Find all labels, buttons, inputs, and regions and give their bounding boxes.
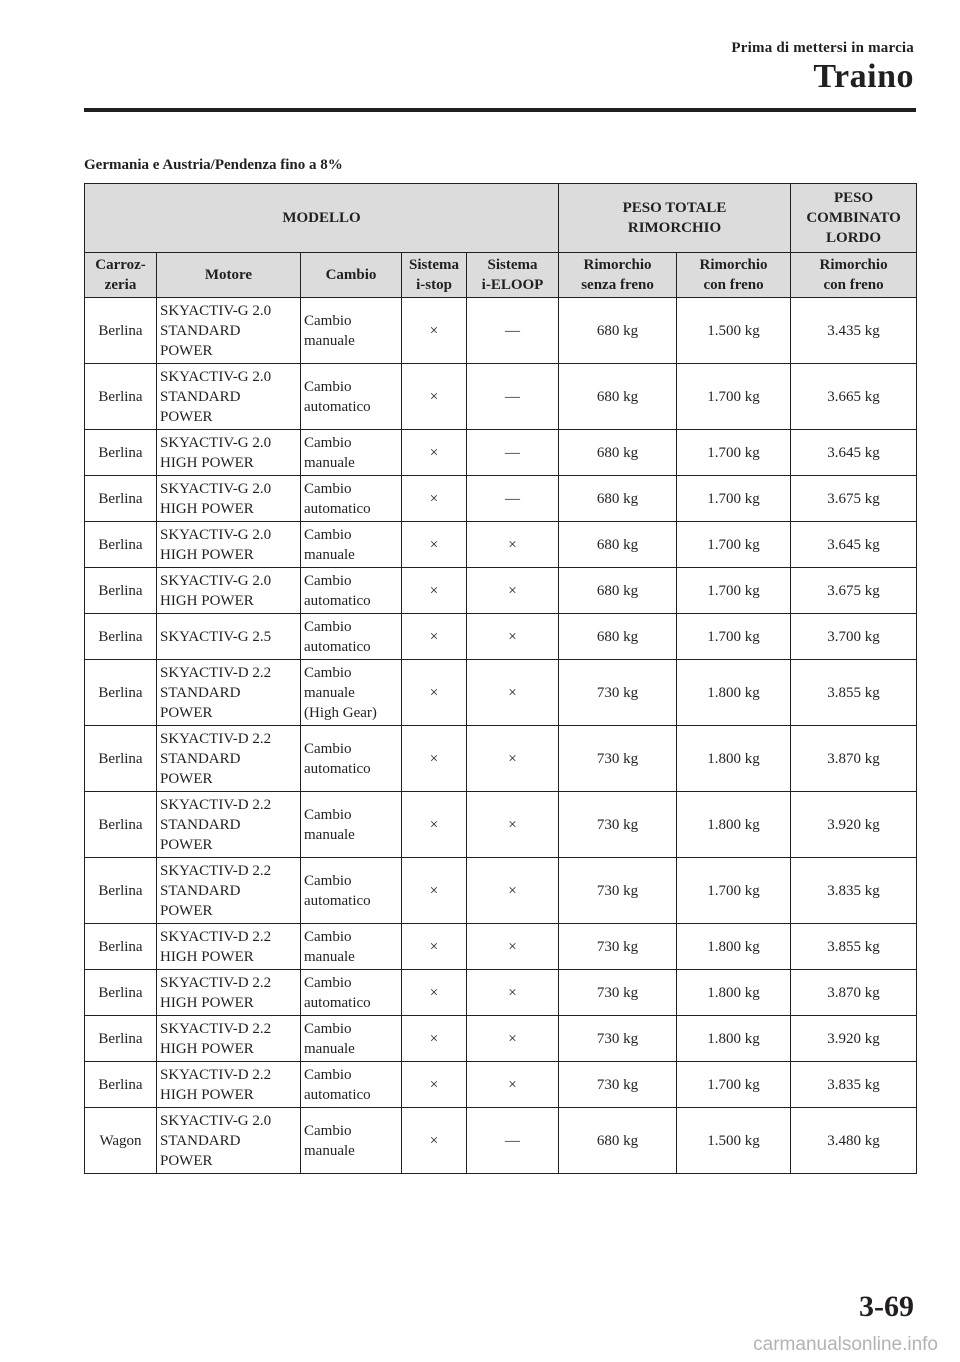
cell-peso-combinato-lordo: 3.480 kg: [791, 1108, 917, 1174]
cell-cambio: Cambio automatico: [301, 568, 402, 614]
cell-motore: SKYACTIV-G 2.5: [157, 614, 301, 660]
cell-peso-combinato-lordo: 3.700 kg: [791, 614, 917, 660]
cell-rimorchio-senza-freno: 730 kg: [559, 858, 677, 924]
cell-rimorchio-con-freno: 1.700 kg: [677, 522, 791, 568]
table-row: [85, 792, 917, 858]
cell-rimorchio-con-freno: 1.700 kg: [677, 476, 791, 522]
cell-carrozzeria: Berlina: [85, 1016, 157, 1062]
column-header-col-sistema-ieloop: Sistema i-ELOOP: [467, 253, 559, 298]
table-row: [85, 924, 917, 970]
cell-motore: SKYACTIV-G 2.0 STANDARD POWER: [157, 298, 301, 364]
cell-rimorchio-senza-freno: 730 kg: [559, 970, 677, 1016]
cell-cambio: Cambio automatico: [301, 614, 402, 660]
cell-motore: SKYACTIV-D 2.2 STANDARD POWER: [157, 726, 301, 792]
cell-sistema-ieloop: ×: [467, 568, 559, 614]
cell-rimorchio-senza-freno: 680 kg: [559, 476, 677, 522]
cell-sistema-istop: ×: [402, 726, 467, 792]
cell-carrozzeria: Wagon: [85, 1108, 157, 1174]
cell-rimorchio-senza-freno: 680 kg: [559, 364, 677, 430]
cell-cambio: Cambio manuale: [301, 792, 402, 858]
table-row: [85, 970, 917, 1016]
cell-sistema-istop: ×: [402, 792, 467, 858]
cell-motore: SKYACTIV-G 2.0 HIGH POWER: [157, 476, 301, 522]
cell-rimorchio-senza-freno: 730 kg: [559, 1016, 677, 1062]
table-caption: Germania e Austria/Pendenza fino a 8%: [84, 157, 343, 173]
header-peso-totale-rimorchio: PESO TOTALE RIMORCHIO: [559, 184, 791, 253]
cell-rimorchio-senza-freno: 680 kg: [559, 568, 677, 614]
cell-sistema-istop: ×: [402, 476, 467, 522]
section-title: Prima di mettersi in marcia: [731, 40, 914, 56]
cell-peso-combinato-lordo: 3.675 kg: [791, 568, 917, 614]
cell-motore: SKYACTIV-G 2.0 HIGH POWER: [157, 568, 301, 614]
cell-carrozzeria: Berlina: [85, 1062, 157, 1108]
table-row: [85, 858, 917, 924]
cell-cambio: Cambio manuale (High Gear): [301, 660, 402, 726]
cell-peso-combinato-lordo: 3.870 kg: [791, 726, 917, 792]
cell-rimorchio-con-freno: 1.700 kg: [677, 430, 791, 476]
cell-rimorchio-con-freno: 1.800 kg: [677, 660, 791, 726]
cell-carrozzeria: Berlina: [85, 614, 157, 660]
table-row: [85, 364, 917, 430]
cell-carrozzeria: Berlina: [85, 430, 157, 476]
cell-motore: SKYACTIV-D 2.2 HIGH POWER: [157, 1062, 301, 1108]
cell-peso-combinato-lordo: 3.835 kg: [791, 1062, 917, 1108]
towing-capacity-table: [84, 183, 917, 1174]
cell-carrozzeria: Berlina: [85, 726, 157, 792]
cell-peso-combinato-lordo: 3.435 kg: [791, 298, 917, 364]
cell-sistema-istop: ×: [402, 298, 467, 364]
cell-rimorchio-con-freno: 1.800 kg: [677, 792, 791, 858]
cell-sistema-ieloop: ×: [467, 1016, 559, 1062]
cell-sistema-ieloop: ×: [467, 522, 559, 568]
cell-rimorchio-con-freno: 1.700 kg: [677, 614, 791, 660]
cell-sistema-ieloop: ×: [467, 660, 559, 726]
column-header-col-peso-lordo-rimorchio-con-freno: Rimorchio con freno: [791, 253, 917, 298]
cell-rimorchio-senza-freno: 680 kg: [559, 430, 677, 476]
table-body: [85, 298, 917, 1174]
cell-sistema-ieloop: —: [467, 476, 559, 522]
cell-motore: SKYACTIV-D 2.2 STANDARD POWER: [157, 858, 301, 924]
cell-carrozzeria: Berlina: [85, 298, 157, 364]
cell-motore: SKYACTIV-D 2.2 STANDARD POWER: [157, 660, 301, 726]
cell-sistema-istop: ×: [402, 522, 467, 568]
table-row: [85, 1016, 917, 1062]
cell-sistema-ieloop: ×: [467, 1062, 559, 1108]
cell-peso-combinato-lordo: 3.855 kg: [791, 924, 917, 970]
cell-sistema-ieloop: —: [467, 364, 559, 430]
cell-peso-combinato-lordo: 3.675 kg: [791, 476, 917, 522]
column-header-col-cambio: Cambio: [301, 253, 402, 298]
table-column-header-row: [85, 253, 917, 298]
cell-cambio: Cambio manuale: [301, 924, 402, 970]
cell-sistema-ieloop: —: [467, 1108, 559, 1174]
cell-sistema-istop: ×: [402, 430, 467, 476]
cell-peso-combinato-lordo: 3.645 kg: [791, 522, 917, 568]
cell-peso-combinato-lordo: 3.920 kg: [791, 1016, 917, 1062]
column-header-col-carrozzeria: Carroz- zeria: [85, 253, 157, 298]
cell-peso-combinato-lordo: 3.835 kg: [791, 858, 917, 924]
column-header-col-rimorchio-con-freno: Rimorchio con freno: [677, 253, 791, 298]
cell-rimorchio-senza-freno: 680 kg: [559, 1108, 677, 1174]
cell-cambio: Cambio manuale: [301, 430, 402, 476]
cell-rimorchio-senza-freno: 680 kg: [559, 522, 677, 568]
table-row: [85, 476, 917, 522]
cell-sistema-istop: ×: [402, 364, 467, 430]
cell-rimorchio-con-freno: 1.800 kg: [677, 924, 791, 970]
cell-rimorchio-senza-freno: 680 kg: [559, 298, 677, 364]
cell-sistema-istop: ×: [402, 660, 467, 726]
cell-rimorchio-senza-freno: 730 kg: [559, 660, 677, 726]
table-row: [85, 1062, 917, 1108]
cell-sistema-istop: ×: [402, 614, 467, 660]
table-row: [85, 726, 917, 792]
cell-motore: SKYACTIV-G 2.0 STANDARD POWER: [157, 1108, 301, 1174]
cell-peso-combinato-lordo: 3.645 kg: [791, 430, 917, 476]
cell-rimorchio-con-freno: 1.700 kg: [677, 1062, 791, 1108]
cell-carrozzeria: Berlina: [85, 476, 157, 522]
cell-rimorchio-con-freno: 1.800 kg: [677, 726, 791, 792]
cell-cambio: Cambio manuale: [301, 522, 402, 568]
cell-rimorchio-senza-freno: 730 kg: [559, 726, 677, 792]
cell-rimorchio-con-freno: 1.700 kg: [677, 858, 791, 924]
column-header-col-motore: Motore: [157, 253, 301, 298]
table-row: [85, 660, 917, 726]
cell-motore: SKYACTIV-D 2.2 HIGH POWER: [157, 1016, 301, 1062]
table-row: [85, 430, 917, 476]
cell-sistema-istop: ×: [402, 970, 467, 1016]
cell-motore: SKYACTIV-D 2.2 STANDARD POWER: [157, 792, 301, 858]
cell-carrozzeria: Berlina: [85, 522, 157, 568]
table-group-header-row: [85, 184, 917, 253]
watermark: carmanualsonline.info: [753, 1334, 938, 1355]
column-header-col-rimorchio-senza-freno: Rimorchio senza freno: [559, 253, 677, 298]
cell-sistema-istop: ×: [402, 858, 467, 924]
header-modello: MODELLO: [85, 184, 559, 253]
cell-sistema-istop: ×: [402, 1016, 467, 1062]
header-rule: [84, 108, 916, 112]
cell-cambio: Cambio automatico: [301, 726, 402, 792]
cell-rimorchio-senza-freno: 730 kg: [559, 792, 677, 858]
column-header-col-sistema-istop: Sistema i-stop: [402, 253, 467, 298]
cell-motore: SKYACTIV-G 2.0 STANDARD POWER: [157, 364, 301, 430]
cell-sistema-istop: ×: [402, 568, 467, 614]
header-peso-combinato-lordo: PESO COMBINATO LORDO: [791, 184, 917, 253]
cell-carrozzeria: Berlina: [85, 924, 157, 970]
cell-motore: SKYACTIV-D 2.2 HIGH POWER: [157, 924, 301, 970]
cell-sistema-ieloop: ×: [467, 614, 559, 660]
cell-cambio: Cambio automatico: [301, 476, 402, 522]
table-row: [85, 614, 917, 660]
cell-sistema-ieloop: ×: [467, 726, 559, 792]
cell-sistema-istop: ×: [402, 1062, 467, 1108]
cell-cambio: Cambio automatico: [301, 858, 402, 924]
cell-cambio: Cambio manuale: [301, 298, 402, 364]
cell-cambio: Cambio manuale: [301, 1108, 402, 1174]
cell-motore: SKYACTIV-G 2.0 HIGH POWER: [157, 430, 301, 476]
cell-peso-combinato-lordo: 3.855 kg: [791, 660, 917, 726]
cell-sistema-ieloop: —: [467, 430, 559, 476]
cell-sistema-ieloop: ×: [467, 970, 559, 1016]
table-row: [85, 1108, 917, 1174]
cell-carrozzeria: Berlina: [85, 792, 157, 858]
cell-cambio: Cambio automatico: [301, 970, 402, 1016]
cell-sistema-ieloop: —: [467, 298, 559, 364]
page-number: 3-69: [859, 1290, 914, 1323]
cell-sistema-ieloop: ×: [467, 858, 559, 924]
cell-rimorchio-con-freno: 1.500 kg: [677, 1108, 791, 1174]
cell-rimorchio-con-freno: 1.800 kg: [677, 970, 791, 1016]
cell-carrozzeria: Berlina: [85, 568, 157, 614]
cell-rimorchio-senza-freno: 680 kg: [559, 614, 677, 660]
cell-cambio: Cambio manuale: [301, 1016, 402, 1062]
cell-motore: SKYACTIV-D 2.2 HIGH POWER: [157, 970, 301, 1016]
cell-carrozzeria: Berlina: [85, 858, 157, 924]
page-title: Traino: [813, 58, 914, 95]
cell-rimorchio-con-freno: 1.700 kg: [677, 568, 791, 614]
cell-rimorchio-con-freno: 1.500 kg: [677, 298, 791, 364]
table-row: [85, 298, 917, 364]
cell-rimorchio-con-freno: 1.800 kg: [677, 1016, 791, 1062]
cell-rimorchio-senza-freno: 730 kg: [559, 1062, 677, 1108]
cell-peso-combinato-lordo: 3.665 kg: [791, 364, 917, 430]
cell-cambio: Cambio automatico: [301, 1062, 402, 1108]
cell-sistema-istop: ×: [402, 924, 467, 970]
cell-carrozzeria: Berlina: [85, 970, 157, 1016]
table-row: [85, 568, 917, 614]
cell-rimorchio-con-freno: 1.700 kg: [677, 364, 791, 430]
cell-sistema-istop: ×: [402, 1108, 467, 1174]
cell-sistema-ieloop: ×: [467, 792, 559, 858]
cell-carrozzeria: Berlina: [85, 364, 157, 430]
cell-cambio: Cambio automatico: [301, 364, 402, 430]
cell-sistema-ieloop: ×: [467, 924, 559, 970]
cell-carrozzeria: Berlina: [85, 660, 157, 726]
table-row: [85, 522, 917, 568]
cell-motore: SKYACTIV-G 2.0 HIGH POWER: [157, 522, 301, 568]
cell-peso-combinato-lordo: 3.870 kg: [791, 970, 917, 1016]
cell-peso-combinato-lordo: 3.920 kg: [791, 792, 917, 858]
cell-rimorchio-senza-freno: 730 kg: [559, 924, 677, 970]
